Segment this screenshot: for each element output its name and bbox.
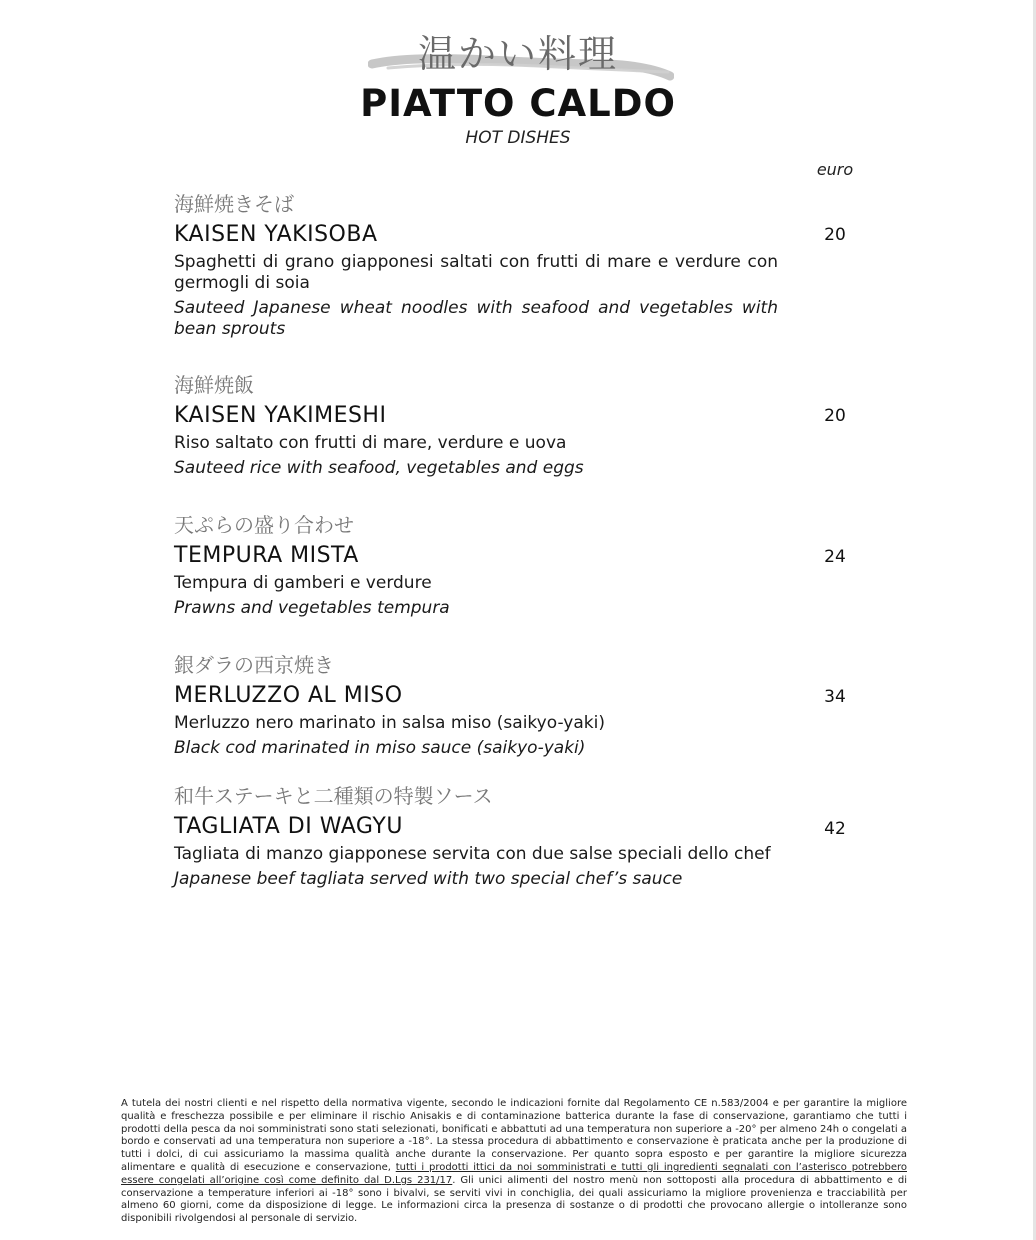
item-description-english: Sauteed Japanese wheat noodles with seafood and vegetables with bean sprouts <box>174 298 778 339</box>
item-description-italian: Riso saltato con frutti di mare, verdure e uova <box>174 433 567 453</box>
item-name-japanese: 和牛ステーキと二種類の特製ソース <box>174 784 493 808</box>
item-price: 20 <box>824 225 846 245</box>
item-description-english: Black cod marinated in miso sauce (saikyo-yaki) <box>174 738 586 758</box>
menu-item <box>174 371 778 479</box>
section-subtitle: HOT DISHES <box>465 128 571 148</box>
item-price: 42 <box>824 819 846 839</box>
footnote-text-end: . Gli unici alimenti del nostro menù non sottoposti alla procedura di abbattimento e di conservazione a temperature inferiori ai -18° sono i bivalvi, se serviti vivi in conchiglia, dei quali assicuriamo la migliore provenienza e tracciabilità per almeno 60 giorni, come da disposizione di legge. Le informazioni circa la presenza di sostanze o di prodotti che provocano allergie o intolleranze sono disponibili rivolgendosi al personale di servizio. <box>121 1174 907 1225</box>
footnote-underlined-text: tutti i prodotti ittici da noi somministrati e tutti gli ingredienti segnalati con l’asterisco potrebbero essere congelati all’origine così come definito dal D.Lgs 231/17 <box>121 1161 907 1186</box>
currency-label: euro <box>816 160 854 179</box>
item-name: KAISEN YAKISOBA <box>174 222 378 247</box>
menu-header <box>0 30 1036 148</box>
item-name-japanese: 海鮮焼きそば <box>174 192 294 216</box>
item-name: KAISEN YAKIMESHI <box>174 403 387 428</box>
item-name-japanese: 海鮮焼飯 <box>174 373 254 397</box>
item-description-english: Japanese beef tagliata served with two special chef’s sauce <box>174 869 683 889</box>
item-name: MERLUZZO AL MISO <box>174 683 403 708</box>
section-title: PIATTO CALDO <box>360 82 676 125</box>
item-description-italian: Merluzzo nero marinato in salsa miso (saikyo-yaki) <box>174 713 605 733</box>
item-description-italian: Tagliata di manzo giapponese servita con due salse speciali dello chef <box>174 844 771 864</box>
item-name-japanese: 銀ダラの西京焼き <box>174 653 334 677</box>
menu-item <box>174 782 778 890</box>
menu-item <box>174 511 778 619</box>
item-name: TEMPURA MISTA <box>174 543 359 568</box>
item-name: TAGLIATA DI WAGYU <box>174 814 403 839</box>
item-description-english: Sauteed rice with seafood, vegetables and eggs <box>174 458 584 478</box>
section-title-japanese: 温かい料理 <box>417 32 618 76</box>
item-description-italian: Spaghetti di grano giapponesi saltati con frutti di mare e verdure con germogli di soia <box>174 252 778 293</box>
item-price: 34 <box>824 687 846 707</box>
menu-item <box>174 190 778 340</box>
item-description-english: Prawns and vegetables tempura <box>174 598 450 618</box>
legal-footnote <box>121 1098 907 1226</box>
item-price: 20 <box>824 406 846 426</box>
item-name-japanese: 天ぷらの盛り合わせ <box>174 513 354 537</box>
item-price: 24 <box>824 547 846 567</box>
menu-item <box>174 651 778 759</box>
item-description-italian: Tempura di gamberi e verdure <box>174 573 432 593</box>
footnote-text: A tutela dei nostri clienti e nel rispetto della normativa vigente, secondo le indicazioni fornite dal Regolamento CE n.583/2004 e per garantire la migliore qualità e freschezza possibile e per eliminare il rischio Anisakis e di contaminazione batterica durante la fase di conservazione, garantiamo che tutti i prodotti della pesca da noi somministrati sono stati selezionati, bonificati e abbattuti ad una temperatura non superiore a -20° per almeno 24h o congelati a bordo e conservati ad una temperatura non superiore a -18°. La stessa procedura di abbattimento e conservazione è praticata anche per la produzione di tutti i dolci, di cui assicuriamo la massima qualità anche durante la conservazione. Per quanto sopra esposto e per garantire la migliore sicurezza alimentare e qualità di esecuzione e conservazione, <box>121 1098 907 1173</box>
